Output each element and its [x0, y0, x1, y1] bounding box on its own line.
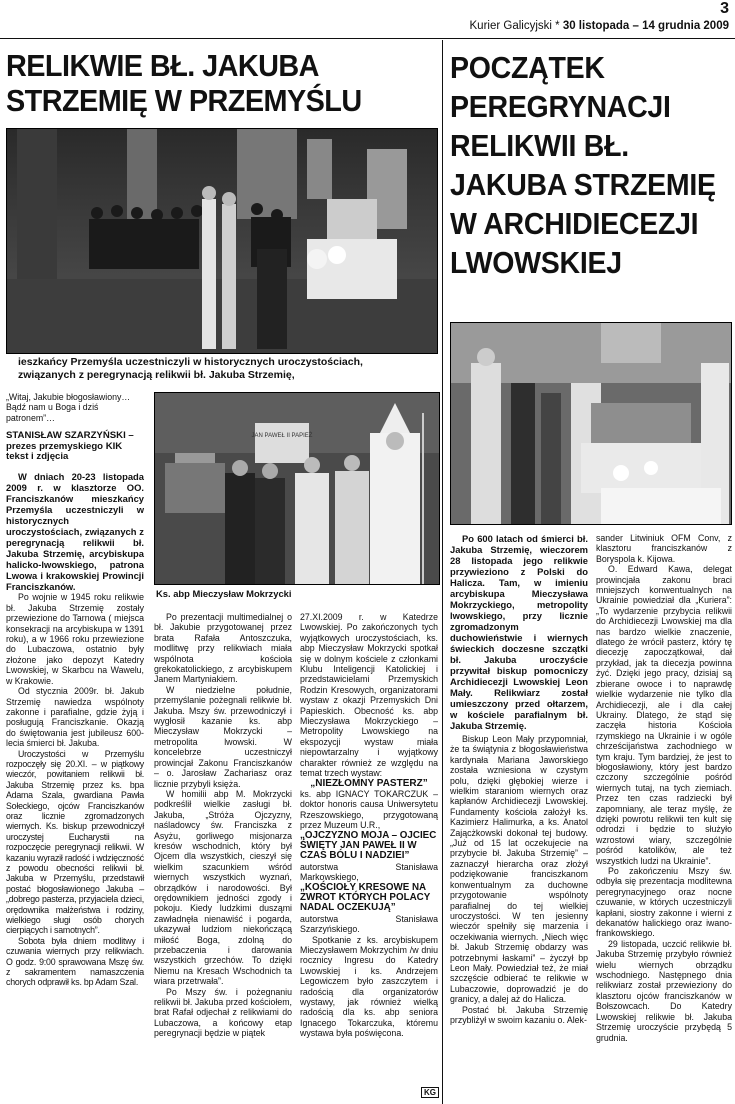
photo1-caption: ieszkańcy Przemyśla uczestniczyli w historycznych uroczystościach, związanych z peregrynacją relikwii bł. Jakuba Strzemię, [18, 356, 363, 381]
exhibition-title: „OJCZYZNO MOJA – OJCIEC ŚWIĘTY JAN PAWEŁ II W CZAS BÓLU I NADZIEI” [300, 829, 437, 862]
author-credit: STANISŁAW SZARZYŃSKI – prezes przemyskiego KIK tekst i zdjęcia [6, 430, 134, 463]
running-header [470, 20, 730, 32]
left-para: Po Mszy św. i pożegnaniu relikwii bł. Jakuba przed kościołem, brat Rafał odjechał z relikwiami do Lubaczowa, a końcowy etap peregrynacji będzie w piątek [154, 986, 292, 1039]
header-rule [0, 38, 735, 39]
exhibition-title: „NIEZŁOMNY PASTERZ” [310, 777, 428, 789]
right-lead: Po 600 latach od śmierci bł. Jakuba Strzemię, wieczorem 28 listopada jego relikwie przywieziono z Polski do Halicza. Tam, w imieniu arcybiskupa Mieczysława Mokrzyckiego, metropolity lwowskiego, przy licznie zgromadzonym duchowieństwie i wiernych świeckich doczesne szczątki bł. Jakuba uroczyście przywitał biskup pomocniczy Archidiecezji Lwowskiej Leon Mały. Relikwiarz został umieszczony przed ołtarzem, w kościele parafialnym bł. Jakuba Strzemię. [450, 533, 588, 731]
right-para: Postać bł. Jakuba Strzemię przybliżył w swoim kazaniu o. Alek- [450, 1004, 588, 1025]
left-column-1 [6, 392, 144, 988]
left-lead: W dniach 20-23 listopada 2009 r. w klasztorze OO. Franciszkanów mieszkańcy Przemyśla uczestniczyli w historycznych uroczystościach, związanych z peregrynacją relikwii bł. Jakuba Strzemię, arcybiskupa halicko-lwowskiego, patrona Lwowa i krakowskiej Prowincji Franciszkanów. [6, 471, 144, 593]
right-para: O. Edward Kawa, delegat prowincjała zakonu braci mniejszych konwentualnych na Ukrainie powiedział dla „Kuriera”: „To wydarzenie przybycia relikwii do Archidiecezji Lwowskiej ma dla nas bardzo wielkie znaczenie, dlatego że wrócił pasterz, który tę diecezję zapoczątkował, dał przykład, jak ta diecezja powinna żyć. Dzięki jego pracy, dzisiaj są zbierane owoce i to naprawdę wielkie wydarzenie nie tylko dla Archidiecezji, ale i dla całej Ukrainy. Dlatego, że stąd się zaczęła historia Kościoła rzymskiego na Ukrainie i w ogóle chrześcijaństwa zachodniego w tym kraju. Tym bardziej, że jest to błogosławiony, który jest bardzo czczony szczególnie pośród wiernych tutaj, na tych ziemiach. Przez ten czas radziecki był zapomniany, ale teraz myślę, że dzięki powrotu relikwii ten kult się odrodzi i będzie to służyło wzrostowi wiary, szczególnie pośród katolików, ale też wszystkich ludzi na Ukrainie”. [596, 564, 732, 866]
left-para: Uroczystości w Przemyślu rozpoczęły się 20.XI. – w piątkowy wieczór, powitaniem relikwii bł. Jakuba Strzemię przez ks. bpa Adama Szala, gwardiana Pawła Sołeckiego, ojców Franciszkanów oraz licznie zgromadzonych wiernych. Ks. biskup przewodniczył uroczystej Eucharystii na rozpoczęcie peregrynacji relikwii. W kazaniu wyraził radość i wdzięczność z powodu obecności relikwii bł. Jakuba w Przemyślu, przedstawił postać błogosławionego Jakuba –„dobrego pasterza, przyjaciela dzieci, orędownika małżeństwa i rodziny, wielkiego sługi osób chorych cierpiących i samotnych”. [6, 748, 145, 936]
publication-name: Kurier Galicyjski [469, 20, 552, 32]
photo2-caption: Ks. abp Mieczysław Mokrzycki [156, 588, 292, 599]
column-divider [442, 40, 443, 1104]
left-para: 27.XI.2009 r. w Katedrze Lwowskiej. Po zakończonych tych wyjątkowych uroczystościach, ks. abp Mieczysław Mokrzycki spotkał się w dolnym kościele z członkami Klubu Inteligencji Katolickiej i przedstawicielami Przemyskich Rodzin Kresowych, organizatorami wystaw z okazji Przemyskich Dni Papieskich. Obecność ks. abp Mieczysława Mokrzyckiego – Metropolity Lwowskiego na ekspozycji wystaw miała niepowtarzalny i wyjątkowy charakter również ze względu na temat trzech wystaw: [300, 612, 438, 779]
left-para: autorstwa Stanisława Markowskiego, [300, 861, 438, 883]
left-para: ks. abp IGNACY TOKARCZUK – doktor honoris causa Uniwersytetu Rzeszowskiego, przygotowaną przez Muzeum U.R., [300, 788, 438, 831]
left-headline: RELIKWIE BŁ. JAKUBA STRZEMIĘ W PRZEMYŚLU [6, 48, 362, 118]
left-para: W homilii abp M. Mokrzycki podkreślił wielkie zasługi bł. Jakuba, „Stróża Ojczyzny, naśladowcy św. Franciszka z Asyżu, gorliwego misjonarza kresów wschodnich, który był Ojcem dla wszystkich, cieszył się wielkim szacunkiem wśród wiernych wszystkich wyznań, obrządków i narodowości. Był orędownikiem jedności zgody i pokoju. Kiedy ludzkimi dusząmi zawładnęła nienawiść i pogarda, ukazywał ludziom niekończącą miłość Boga, zdolną do przebaczenia i darowania wszystkich grzechów. To dzięki Niemu na Kresach Wschodnich ta wiara przetrwała”. [154, 788, 292, 987]
right-column-2 [596, 533, 732, 1043]
exhibition-title: „KOŚCIOŁY KRESOWE NA ZWROT KTÓRYCH POLACY NADAL OCZEKUJĄ” [300, 881, 431, 914]
left-para: autorstwa Stanisława Szarzyńskiego. [300, 913, 438, 935]
right-headline: POCZĄTEK PEREGRYNACJI RELIKWII BŁ. JAKUBA STRZEMIĘ W ARCHIDIECEZJI LWOWSKIEJ [450, 50, 716, 280]
photo-sign-text: JAN PAWEŁ II PAPIEŻ [251, 433, 313, 439]
right-para: 29 listopada, uczcić relikwie bł. Jakuba Strzemię przybyło również wielu wiernych obrządku wschodniego. Następnego dnia relikwiarz został przewieziony do klasztoru ojców franciszkanów w Bołszowcach. Do Katedry Lwowskiej relikwie bł. Jakuba Strzemię uroczyście przybędą 5 grudnia. [596, 938, 732, 1043]
church-interior-photo [6, 128, 438, 354]
kg-mark: KG [421, 1087, 439, 1098]
left-para: Sobota była dniem modlitwy i czuwania wiernych przy relikwiach. O godz. 9:00 sprawowana Mszę św. z sakramentem namaszczenia chorych odprawił ks. bp Adam Szal. [6, 935, 144, 988]
right-para: Biskup Leon Mały przypomniał, że ta świątynia z błogosławieństwa kardynała Mariana Jaworskiego została wzniesiona w czystym polu, dzięki głębokiej wierze i wielkim staraniom wiernych oraz kapłanów Archidiecezji Lwowskiej. Fundamenty kościoła założył ks. Kazimierz Halimurka, a ks. Anatol Zającżkowski dokonał tej budowy. „Już od 15 lat oczekujecie na przybycie bł. Jakuba Strzemię” – zaznaczył hierarcha oraz złożył podziękowanie franciszkanom konwentualnym za duchowne przygotowanie wspólnoty parafialnej do tej wielkiej uroczystości. W ten jesienny wieczór spełniły się marzenia i oczekiwania wiernych. „Niech więc bł. Jakub Strzemię obdarzy was potrzebnymi łaskami” – życzył bp Leon Mały. Powiedział też, że miał szczęście odbierać te relikwie w Lubaczowie, doprowadzić je do granicy, a dalej aż do Halicza. [450, 734, 588, 1005]
left-para: W niedzielne południe, przemyślanie pożegnali relikwie bł. Jakuba. Mszy św. przewodniczył i wygłosił kazanie ks. abp Mieczysław Mokrzycki – metropolita lwowski. W koncelebrze uczestniczył prowincjał Zakonu Franciszkanów – o. Jarosław Zachariasz oraz licznie przybyli księża. [154, 684, 292, 789]
left-column-3 [300, 612, 438, 1039]
page-number: 3 [720, 0, 729, 17]
right-column-1 [450, 533, 588, 1025]
opening-quote: „Witaj, Jakubie błogosławiony… Bądź nam u Boga i dziś patronem”… [6, 392, 131, 423]
left-para: Po wojnie w 1945 roku relikwie bł. Jakuba Strzemię zostały przewiezione do Tarnowa ( miejsca konsekracji na arcybiskupa w 1391 roku), a w 1966 roku przewiezione do Lubaczowa, ostatnio były złożone jako depozyt Katedry Lwowskiej, w Skarbcu na Wawelu, w Krakowie. [6, 592, 144, 686]
right-para: Po zakończeniu Mszy św. odbyła się prezentacja modlitewna peregrynacyjnego oraz nocne czuwanie, w których uczestniczyli kapłani, siostry zakonne i wierni z dekanatów halickiego oraz iwano-frankowskiego. [596, 866, 732, 939]
archbishop-photo [154, 392, 440, 585]
right-para: sander Litwiniuk OFM Conv, z klasztoru franciszkanów z Boryspola k. Kijowa. [596, 533, 732, 564]
left-para: Spotkanie z ks. arcybiskupem Mieczysławem Mokrzychim /w dniu rocznicy Ingresu do Katedry Lwowskiej i ks. Andrzejem Legowiczem było zaszczytem i radością dla organizatorów wystawy, jak również wielką radością dla ks. abp seniora Ignacego Tokarczuka, któremu wystawa była poświęcona. [300, 934, 438, 1039]
reliquary-photo [450, 322, 732, 525]
left-para: Od stycznia 2009r. bł. Jakub Strzemię nawiedza wspólnoty zakonne i parafialne, gdzie żyją i posługują Franciszkanie. Okazją do świętowania jest jubileusz 600-lecia śmierci bł. Jakuba. [6, 686, 144, 749]
left-para: Po prezentacji multimedialnej o bł. Jakubie przygotowanej przez brata Rafała Antoszczuka, modlitwę przy relikwiach miała wspólnota kościoła grekokatolickiego, z arcybiskupem Janem Martyniakiem. [154, 612, 292, 685]
left-column-2 [154, 612, 292, 1039]
header-separator: * [551, 20, 563, 32]
issue-dates: 30 listopada – 14 grudnia 2009 [562, 20, 729, 32]
